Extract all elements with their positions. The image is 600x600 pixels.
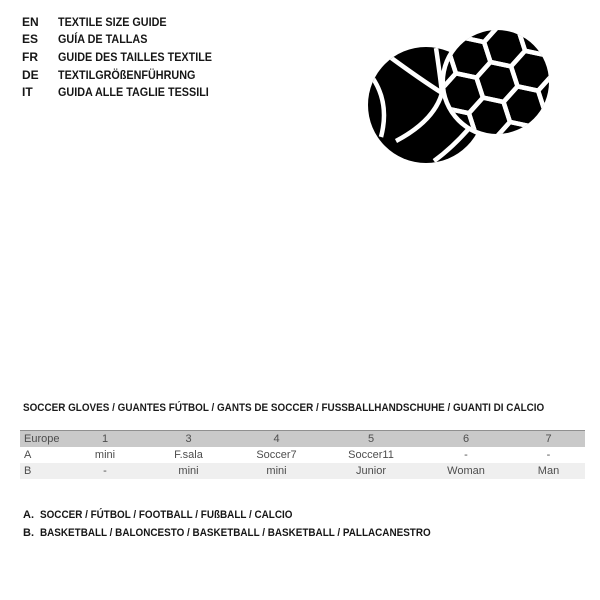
- language-code: FR: [22, 49, 38, 64]
- row-cell: F.sala: [174, 449, 203, 461]
- language-label: GUIDA ALLE TAGLIE TESSILI: [58, 85, 209, 100]
- footnotes-block: [23, 506, 474, 542]
- language-code: DE: [22, 67, 39, 82]
- row-label: B: [24, 465, 32, 477]
- language-code: ES: [22, 32, 39, 47]
- language-row: [22, 83, 229, 101]
- footnote-prefix: B.: [23, 527, 34, 539]
- language-code: IT: [22, 85, 33, 100]
- footnote-prefix: A.: [23, 509, 34, 521]
- row-cell: -: [546, 449, 551, 461]
- language-code: EN: [22, 14, 39, 29]
- header-size: 1: [101, 433, 109, 445]
- header-size: 7: [545, 433, 552, 445]
- footnote-b: [23, 524, 474, 542]
- language-guide-block: [22, 13, 229, 101]
- header-size: 3: [185, 433, 192, 445]
- language-row: [22, 31, 229, 49]
- header-size: 4: [273, 433, 280, 445]
- size-table: [20, 430, 585, 479]
- footnote-text: BASKETBALL / BALONCESTO / BASKETBALL / BASKETBALL / PALLACANESTRO: [40, 527, 431, 539]
- language-row: [22, 66, 229, 84]
- row-cell: Woman: [447, 465, 485, 477]
- row-cell: Man: [537, 465, 560, 477]
- language-row: [22, 13, 229, 31]
- row-cell: mini: [94, 449, 116, 461]
- row-cell: mini: [178, 465, 199, 477]
- table-header-row: [20, 430, 585, 447]
- header-size: 5: [367, 433, 375, 445]
- row-cell: -: [464, 449, 468, 461]
- row-cell: Soccer7: [256, 449, 297, 461]
- language-label: GUIDE DES TAILLES TEXTILE: [58, 49, 213, 64]
- footnote-a: [23, 506, 474, 524]
- row-label: A: [24, 449, 32, 461]
- row-cell: Soccer11: [348, 449, 394, 461]
- table-title: [23, 402, 600, 414]
- language-label: TEXTILE SIZE GUIDE: [58, 14, 167, 29]
- header-size: 6: [462, 433, 470, 445]
- footnote-text: SOCCER / FÚTBOL / FOOTBALL / FUßBALL / CALCIO: [40, 509, 293, 521]
- table-row-b: [20, 463, 585, 479]
- language-label: TEXTILGRÖßENFÜHRUNG: [58, 67, 196, 82]
- language-row: [22, 48, 229, 66]
- row-cell: mini: [266, 465, 287, 477]
- header-region-label: Europe: [24, 433, 60, 445]
- table-title-text: SOCCER GLOVES / GUANTES FÚTBOL / GANTS DE SOCCER / FUSSBALLHANDSCHUHE / GUANTI DI CALCIO: [23, 402, 545, 414]
- row-cell: Junior: [356, 465, 386, 477]
- language-label: GUÍA DE TALLAS: [58, 32, 148, 47]
- row-cell: -: [103, 465, 107, 477]
- balls-illustration: [358, 13, 560, 171]
- table-row-a: [20, 447, 585, 463]
